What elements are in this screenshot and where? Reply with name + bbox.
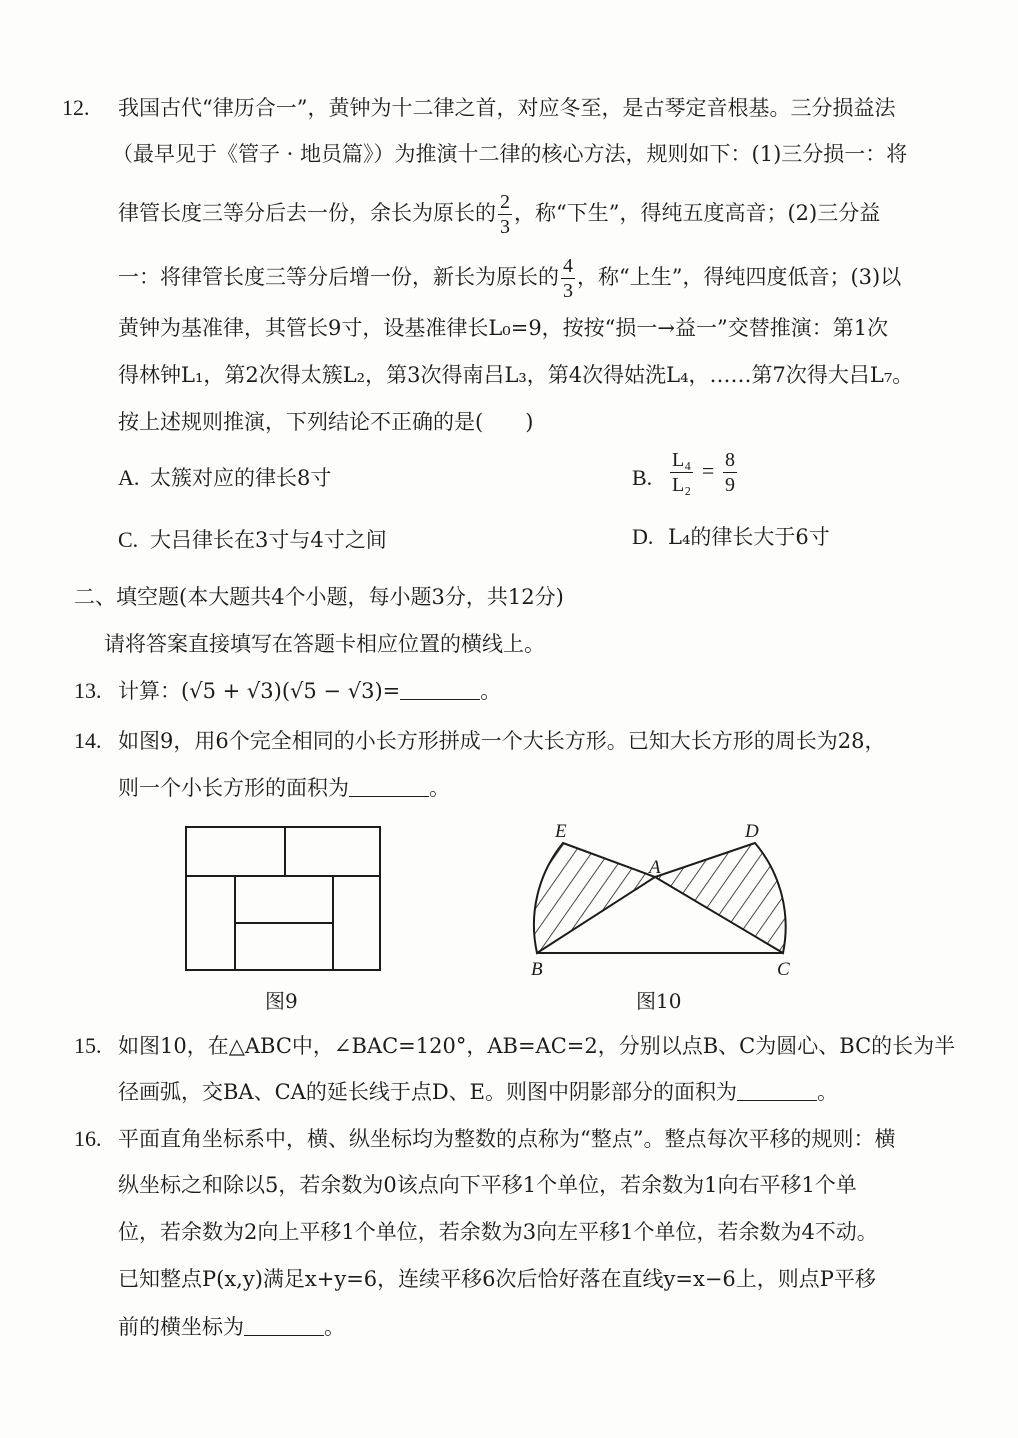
option-b-value: $\frac{8}{9}$ [725, 449, 735, 496]
q16-line-1: 平面直角坐标系中，横、纵坐标均为整数的点称为“整点”。整点每次平移的规则：横 [118, 1127, 896, 1151]
q14-number: 14. [74, 728, 102, 753]
q12-line-6: 得林钟L₁，第2次得太簇L₂，第3次得南吕L₃，第4次得姑洗L₄，……第7次得大吕L₇。 [118, 363, 914, 387]
q15-number: 15. [74, 1033, 102, 1058]
q12-line-4b: ，称“上生”，得纯四度低音；(3)以 [577, 265, 902, 289]
q12-line-7: 按上述规则推演，下列结论不正确的是( ) [118, 410, 534, 434]
q13-line [118, 676, 501, 706]
figure-9 [180, 820, 390, 980]
option-c-text: 大吕律长在3寸与4寸之间 [150, 528, 387, 552]
option-b-formula [668, 450, 739, 495]
option-d-label: D. [632, 524, 654, 549]
q14-line-1: 如图9，用6个完全相同的小长方形拼成一个大长方形。已知大长方形的周长为28， [118, 729, 886, 753]
q12-line-2: （最早见于《管子 · 地员篇》）为推演十二律的核心方法，规则如下：(1)三分损一：将 [112, 142, 908, 166]
fig10-label-c: C [777, 959, 790, 980]
q14-text: 则一个小长方形的面积为 [118, 776, 349, 800]
option-d-text: L₄的律长大于6寸 [668, 525, 830, 549]
q16-line-2: 纵坐标之和除以5，若余数为0该点向下平移1个单位，若余数为1向右平移1个单 [118, 1173, 857, 1197]
fig9-outer-rectangle [186, 827, 380, 970]
option-a-label: A. [118, 465, 140, 490]
q12-line-3b: ，称“下生”，得纯五度高音；(2)三分益 [514, 201, 881, 225]
q16-end: 。 [324, 1315, 345, 1339]
section-2-instruction: 请将答案直接填写在答题卡相应位置的横线上。 [104, 632, 545, 656]
fig10-shaded-right [655, 843, 786, 953]
fraction-four-thirds: $\frac{4}{3}$ [563, 255, 573, 302]
q13-end: 。 [480, 679, 502, 703]
fraction-two-thirds: $\frac{2}{3}$ [500, 191, 510, 238]
q14-answer-blank[interactable] [349, 776, 429, 797]
section-2-title: 二、填空题(本大题共4个小题，每小题3分，共12分) [74, 585, 564, 609]
q12-number: 12. [62, 95, 90, 120]
q14-end: 。 [429, 776, 450, 800]
figure-9-caption: 图9 [265, 989, 298, 1013]
q13-text: 计算：(√5 + √3)(√5 − √3)= [118, 679, 401, 703]
q16-answer-blank[interactable] [244, 1315, 324, 1336]
q13-number: 13. [74, 678, 102, 703]
option-b-ratio: $\frac{\text{L₄}}{\text{L₂}}$ [672, 449, 692, 496]
q16-text: 前的横坐标为 [118, 1315, 244, 1339]
q12-line-4a: 一：将律管长度三等分后增一份，新长为原长的 [118, 265, 559, 289]
fig10-label-d: D [745, 821, 759, 842]
q15-line-1: 如图10，在△ABC中，∠BAC=120°，AB=AC=2，分别以点B、C为圆心、BC的长为半 [118, 1034, 956, 1058]
q12-line-3a: 律管长度三等分后去一份，余长为原长的 [118, 201, 496, 225]
q15-line-2 [118, 1077, 838, 1107]
q15-text: 径画弧，交BA、CA的延长线于点D、E。则图中阴影部分的面积为 [118, 1080, 737, 1104]
q12-line-5: 黄钟为基准律，其管长9寸，设基准律长L₀=9，按按“损一→益一”交替推演：第1次 [118, 316, 889, 340]
q16-line-4: 已知整点P(x,y)满足x+y=6，连续平移6次后恰好落在直线y=x−6上，则点P平移 [118, 1267, 876, 1291]
figure-10 [515, 815, 815, 985]
option-c-label: C. [118, 527, 139, 552]
option-a-text: 太簇对应的律长8寸 [150, 466, 332, 490]
q16-number: 16. [74, 1126, 102, 1151]
option-b-equals: = [701, 458, 715, 483]
q12-line-1: 我国古代“律历合一”，黄钟为十二律之首，对应冬至，是古琴定音根基。三分损益法 [118, 96, 896, 120]
q15-end: 。 [817, 1080, 838, 1104]
figure-10-caption: 图10 [636, 989, 682, 1013]
fig10-shaded-left [534, 843, 655, 953]
fig10-label-b: B [531, 959, 543, 980]
q14-line-2 [118, 773, 450, 803]
q13-answer-blank[interactable] [400, 679, 480, 700]
q12-line-3 [118, 192, 880, 237]
fig10-label-e: E [555, 821, 567, 842]
fig10-label-a: A [649, 857, 661, 878]
q16-line-5 [118, 1312, 345, 1342]
q15-answer-blank[interactable] [737, 1080, 817, 1101]
q12-line-4 [118, 256, 901, 301]
option-b-label: B. [632, 465, 653, 490]
q16-line-3: 位，若余数为2向上平移1个单位，若余数为3向左平移1个单位，若余数为4不动。 [118, 1220, 878, 1244]
